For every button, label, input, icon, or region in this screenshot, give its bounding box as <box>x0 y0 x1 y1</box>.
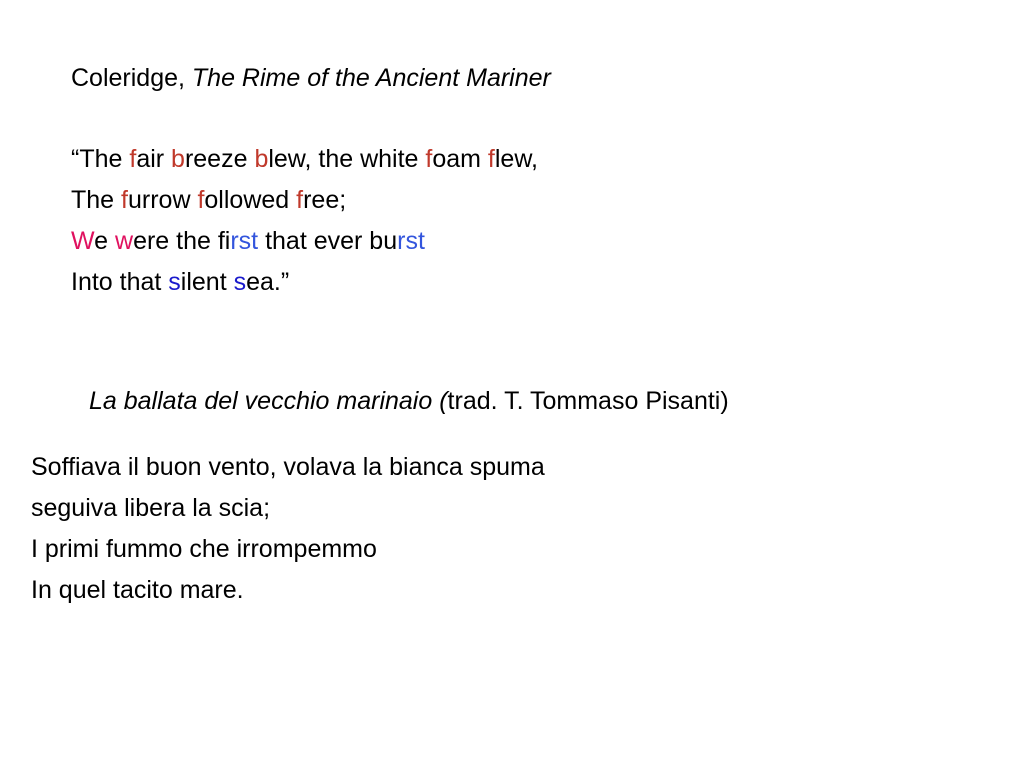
translation-title: La ballata del vecchio marinaio ( <box>89 387 448 415</box>
alliteration-letter: f <box>296 186 304 214</box>
line-text: The <box>71 186 122 214</box>
line-text: ilent <box>180 268 234 296</box>
poem-heading <box>71 58 551 99</box>
poem-title: The Rime of the Ancient Mariner <box>191 64 551 92</box>
alliteration-letter: b <box>254 145 269 173</box>
rhyme-letters: rst <box>397 227 425 255</box>
line-text: air <box>136 145 172 173</box>
english-line-3 <box>71 221 538 262</box>
line-text: lew, <box>494 145 538 173</box>
english-line-2 <box>71 180 538 221</box>
translation-heading <box>89 381 729 422</box>
italian-line-1: Soffiava il buon vento, volava la bianca spuma <box>31 453 545 481</box>
author-name: Coleridge, <box>71 64 192 92</box>
line-text: e <box>94 227 116 255</box>
alliteration-letter: s <box>233 268 247 296</box>
italian-line-4: In quel tacito mare. <box>31 576 244 604</box>
line-text: oam <box>432 145 488 173</box>
alliteration-letter: f <box>425 145 433 173</box>
line-text: ollowed <box>204 186 297 214</box>
english-line-1 <box>71 139 538 180</box>
line-text: ree; <box>303 186 347 214</box>
line-text: ere the fi <box>133 227 231 255</box>
alliteration-letter: f <box>197 186 205 214</box>
italian-line-3: I primi fummo che irrompemmo <box>31 535 377 563</box>
line-text: “The <box>71 145 130 173</box>
alliteration-letter: b <box>171 145 185 173</box>
english-stanza <box>71 139 538 303</box>
alliteration-letter: W <box>71 227 95 255</box>
alliteration-letter: f <box>121 186 128 214</box>
line-text: reeze <box>184 145 255 173</box>
line-text: ea.” <box>246 268 290 296</box>
english-line-4 <box>71 262 538 303</box>
alliteration-letter: w <box>115 227 134 255</box>
translator-credit: trad. T. Tommaso Pisanti) <box>447 387 729 415</box>
alliteration-letter: f <box>487 145 495 173</box>
line-text: urrow <box>127 186 198 214</box>
rhyme-letters: rst <box>230 227 259 255</box>
alliteration-letter: s <box>168 268 181 296</box>
line-text: Into that <box>71 268 169 296</box>
italian-line-2: seguiva libera la scia; <box>31 494 271 522</box>
italian-stanza <box>31 447 545 611</box>
line-text: that ever bu <box>258 227 398 255</box>
line-text: lew, the white <box>268 145 426 173</box>
alliteration-letter: f <box>129 145 137 173</box>
